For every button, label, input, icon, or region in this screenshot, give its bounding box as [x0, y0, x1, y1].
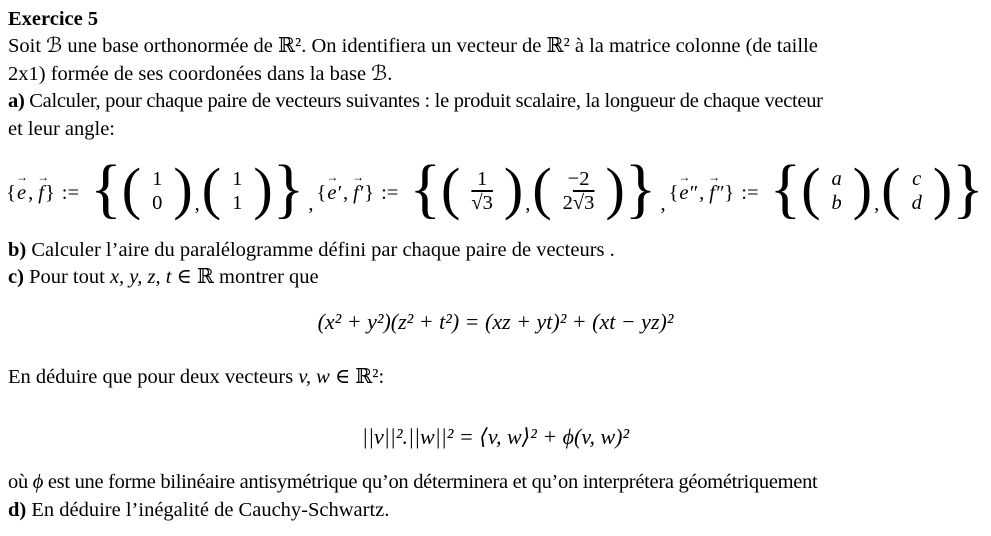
big-paren-close: ) [605, 156, 625, 222]
matrix-f-dblprime-top: c [912, 168, 922, 191]
vector-f-prime [352, 169, 364, 205]
comma: , [525, 192, 531, 215]
big-paren-close: ) [173, 156, 193, 222]
big-paren-open: ( [801, 156, 821, 222]
item-c-prefix: c) [8, 266, 24, 289]
display-vector-pairs [8, 150, 983, 232]
vector-arrow-icon: → [37, 169, 49, 184]
item-b-text: Calculer l’aire du paralélogramme défini par chaque paire de vecteurs . [26, 239, 615, 262]
comma: , [194, 192, 200, 215]
comma: , [28, 181, 34, 204]
matrix-e-bottom: 0 [152, 192, 163, 215]
vector-arrow-icon: → [352, 169, 364, 184]
big-paren-open: ( [441, 156, 461, 222]
matrix-e-prime-bottom-sqrt: √3 [471, 192, 493, 215]
brace-close: } [724, 181, 735, 204]
assign-symbol: := [61, 181, 80, 204]
matrix-f [220, 167, 254, 215]
vector-e-prime [326, 169, 342, 205]
pair-set-e-dblprime-label [668, 169, 764, 205]
matrix-f-top: 1 [232, 168, 243, 191]
paragraph-line-2: 2x1) formée de ses coordonées dans la base ℬ. [8, 62, 393, 85]
brace-open: { [316, 181, 327, 204]
matrix-e-prime [459, 167, 505, 215]
exercise-title-text: Exercice 5 [8, 8, 99, 30]
pair-set-e-prime-label [316, 169, 404, 205]
deduce-text-1: En déduire que pour deux vecteurs [8, 365, 299, 388]
big-paren-open: ( [881, 156, 901, 222]
item-c-text-2: ∈ ℝ montrer que [171, 266, 319, 289]
big-brace-close: } [952, 152, 984, 226]
item-c-line [8, 264, 983, 291]
deduce-line [8, 364, 983, 391]
brace-close: } [364, 181, 375, 204]
matrix-f-bottom: 1 [232, 192, 243, 215]
matrix-e-dblprime [820, 167, 854, 215]
vector-e-letter: e [17, 181, 27, 204]
item-d-text: En déduire l’inégalité de Cauchy-Schwartz. [26, 498, 390, 521]
brace-open: { [6, 181, 17, 204]
big-brace-open: { [409, 152, 442, 226]
big-paren-close: ) [852, 156, 873, 222]
matrix-e-top: 1 [152, 168, 163, 191]
item-a-text: Calculer, pour chaque paire de vecteurs suivantes : le produit scalaire, la longueur de chaque vecteur [24, 90, 823, 113]
display-norm-equation: ||v||².||w||² = ⟨v, w⟩² + ϕ(v, w)² [361, 424, 630, 450]
vector-e-dblprime [678, 169, 698, 205]
big-paren-close: ) [253, 156, 273, 222]
matrix-f-prime-bottom-sqrt: √3 [572, 192, 595, 215]
vector-arrow-icon: → [16, 169, 28, 184]
big-paren-open: ( [201, 156, 222, 222]
vector-f-dblprime-letter: f″ [709, 181, 724, 204]
vector-f-letter: f [38, 181, 44, 204]
vector-arrow-icon: → [326, 169, 338, 184]
comma: , [699, 181, 705, 204]
vector-e [16, 169, 28, 205]
phi-symbol: ϕ [32, 471, 44, 494]
pair-set-e-dblprime-f-dblprime [668, 152, 985, 226]
big-paren-open: ( [532, 156, 552, 222]
item-c-variables: x, y, z, t [109, 266, 172, 289]
big-brace-close: } [272, 152, 305, 226]
vector-f-dblprime [708, 169, 724, 205]
matrix-e-prime-top: 1 [477, 168, 488, 191]
pair-set-ef [6, 152, 305, 226]
phi-line [8, 469, 983, 496]
matrix-f-prime-top: −2 [567, 168, 590, 191]
item-d-prefix: d) [8, 498, 27, 521]
item-c-text-1: Pour tout [23, 266, 110, 289]
comma: , [874, 192, 880, 215]
matrix-f-dblprime [900, 167, 934, 215]
big-brace-open: { [90, 152, 122, 226]
comma: , [308, 192, 314, 215]
phi-text-1: où [8, 471, 33, 494]
pair-set-ef-label [6, 169, 84, 205]
matrix-f-prime-bottom-coeff: 2 [562, 192, 573, 215]
vector-e-prime-letter: e′ [327, 181, 341, 204]
big-paren-close: ) [932, 156, 953, 222]
matrix-f-prime-bottom [563, 191, 595, 215]
item-a-prefix: a) [8, 90, 25, 113]
brace-open: { [668, 181, 679, 204]
deduce-variables: v, w [298, 365, 330, 388]
matrix-e-dblprime-bottom: b [831, 192, 842, 215]
vector-arrow-icon: → [678, 169, 690, 184]
exercise-title [8, 6, 983, 33]
big-brace-open: { [769, 152, 802, 226]
paragraph-line-1: Soit ℬ une base orthonormée de ℝ². On identifiera un vecteur de ℝ² à la matrice colonne (de taille [8, 35, 818, 58]
vector-f [37, 169, 49, 205]
item-d-line [8, 497, 983, 524]
big-paren-open: ( [121, 156, 142, 222]
matrix-f-prime [551, 167, 607, 215]
brace-close: } [44, 181, 55, 204]
big-brace-close: } [624, 152, 657, 226]
item-b-prefix: b) [8, 239, 27, 262]
matrix-e [140, 167, 174, 215]
vector-e-dblprime-letter: e″ [679, 181, 698, 204]
comma: , [660, 192, 666, 215]
item-b-line [8, 237, 983, 264]
item-a-line [8, 88, 983, 115]
vector-arrow-icon: → [708, 169, 720, 184]
display-identity-equation: (x² + y²)(z² + t²) = (xz + yt)² + (xt − yz)² [317, 308, 674, 334]
matrix-e-dblprime-top: a [831, 168, 842, 191]
item-a-line-2: et leur angle: [8, 117, 116, 140]
phi-text-2: est une forme bilinéaire antisymétrique qu’on déterminera et qu’on interprétera géométriquement [43, 471, 818, 494]
vector-f-prime-letter: f′ [353, 181, 364, 204]
pair-set-e-prime-f-prime [316, 152, 658, 226]
assign-symbol: := [741, 181, 759, 204]
deduce-text-2: ∈ ℝ²: [329, 365, 385, 388]
big-paren-close: ) [503, 156, 524, 222]
matrix-f-dblprime-bottom: d [911, 192, 922, 215]
comma: , [342, 181, 349, 204]
assign-symbol: := [381, 181, 399, 204]
